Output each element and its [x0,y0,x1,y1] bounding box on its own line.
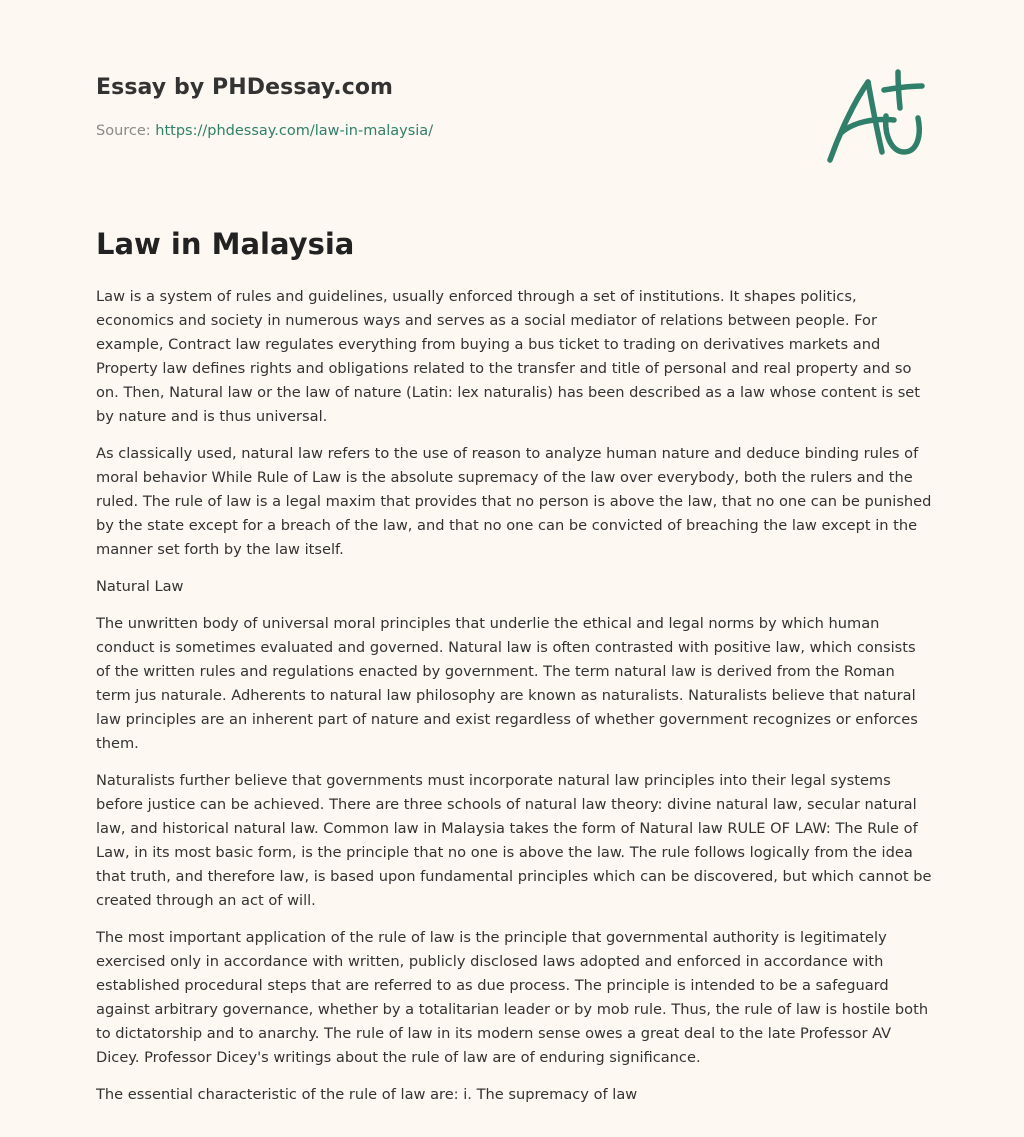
paragraph: Law is a system of rules and guidelines, usually enforced through a set of institutions. It shapes politics, economics and society in numerous ways and serves as a social mediator of relations between people. For example, Contract law regulates everything from buying a bus ticket to trading on derivatives markets and Property law defines rights and obligations related to the transfer and title of personal and real property and so on. Then, Natural law or the law of nature (Latin: lex naturalis) has been described as a law whose content is set by nature and is thus universal. [96,288,921,425]
source-link[interactable]: https://phdessay.com/law-in-malaysia/ [155,123,434,139]
site-title: Essay by PHDessay.com [96,75,394,100]
paragraph: The essential characteristic of the rule of law are: i. The supremacy of law [96,1086,638,1103]
source-line [96,123,433,139]
section-heading: Natural Law [96,578,184,595]
paragraph: As classically used, natural law refers to the use of reason to analyze human nature and deduce binding rules of moral behavior While Rule of Law is the absolute supremacy of the law over everybody, both the rulers and the ruled. The rule of law is a legal maxim that provides that no person is above the law, that no one can be punished by the state except for a breach of the law, and that no one can be convicted of breaching the law except in the manner set forth by the law itself. [96,445,932,558]
essay-body [96,285,932,1120]
paragraph: The most important application of the rule of law is the principle that governmental authority is legitimately exercised only in accordance with written, publicly disclosed laws adopted and enforced in accordance with established procedural steps that are referred to as due process. The principle is intended to be a safeguard against arbitrary governance, whether by a totalitarian leader or by mob rule. Thus, the rule of law is hostile both to dictatorship and to anarchy. The rule of law in its modern sense owes a great deal to the late Professor AV Dicey. Professor Dicey's writings about the rule of law are of enduring significance. [96,929,929,1066]
a-plus-logo-icon [824,66,928,166]
source-label: Source: [96,123,151,139]
paragraph: Naturalists further believe that governments must incorporate natural law principles into their legal systems before justice can be achieved. There are three schools of natural law theory: divine natural law, secular natural law, and historical natural law. Common law in Malaysia takes the form of Natural law RULE OF LAW: The Rule of Law, in its most basic form, is the principle that no one is above the law. The rule follows logically from the idea that truth, and therefore law, is based upon fundamental principles which can be discovered, but which cannot be created through an act of will. [96,772,932,909]
paragraph: The unwritten body of universal moral principles that underlie the ethical and legal norms by which human conduct is sometimes evaluated and governed. Natural law is often contrasted with positive law, which consists of the written rules and regulations enacted by government. The term natural law is derived from the Roman term jus naturale. Adherents to natural law philosophy are known as naturalists. Naturalists believe that natural law principles are an inherent part of nature and exist regardless of whether government recognizes or enforces them. [96,615,918,752]
essay-title: Law in Malaysia [96,227,355,261]
